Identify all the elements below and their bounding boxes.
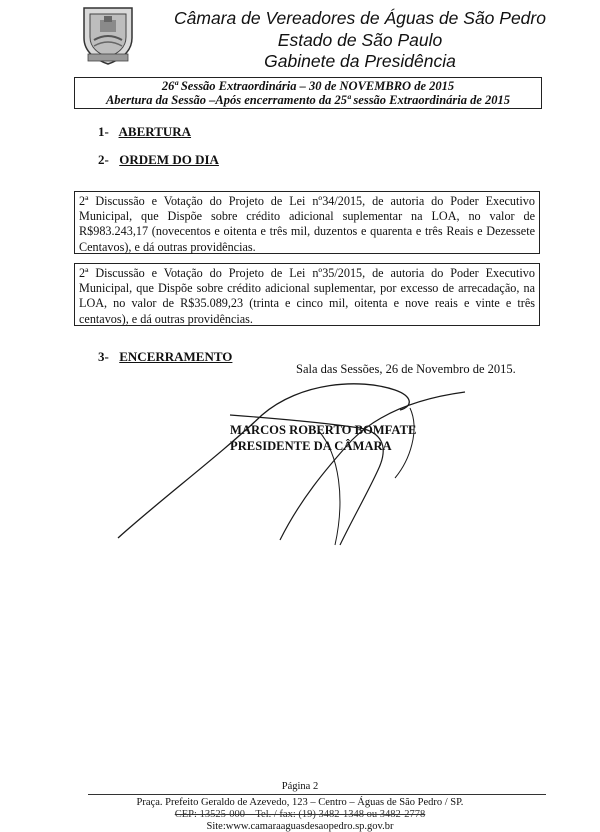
municipal-crest-icon [80,4,136,66]
footer-contact: CEP: 13525-000 – Tel. / fax: (19) 3482-1348 ou 3482-2778 [174,809,426,820]
state-name: Estado de São Paulo [277,30,443,50]
session-box [74,77,542,109]
footer-address: Praça. Prefeito Geraldo de Azevedo, 123 – Centro – Águas de São Pedro / SP. [136,797,464,808]
section-number: 1- [98,124,109,139]
section-number: 3- [98,349,109,364]
signer-name: MARCOS ROBERTO BOMFATE [230,423,417,437]
chamber-name: Câmara de Vereadores de Águas de São Pedro [174,8,546,28]
agenda-item-2: 2ª Discussão e Votação do Projeto de Lei nº35/2015, de autoria do Poder Executivo Municipal, que Dispõe sobre crédito adicional suplementar, por excesso de arrecadação, na LOA, no valor de R$35.089,23 (trinta e cinco mil, oitenta e nove reais e vinte e três centavos), e dá outras providências. [74,263,540,326]
section-encerramento [98,349,232,365]
agenda-item-1: 2ª Discussão e Votação do Projeto de Lei nº34/2015, de autoria do Poder Executivo Municipal, que Dispõe sobre crédito adicional suplementar na LOA, no valor de R$983.243,17 (novecentos e oitenta e três mil, duzentos e quarenta e três Reais e Dezessete Centavos), e dá outras providências. [74,191,540,254]
section-label: ENCERRAMENTO [119,349,233,364]
section-abertura [98,124,191,140]
section-number: 2- [98,152,109,167]
section-label: ORDEM DO DIA [119,152,219,167]
section-ordem-do-dia [98,152,219,168]
page-number: Página 2 [281,781,319,792]
session-subtitle: Abertura da Sessão –Após encerramento da 25ª sessão Extraordinária de 2015 [105,93,511,107]
office-name: Gabinete da Presidência [264,51,456,71]
session-title: 26ª Sessão Extraordinária – 30 de NOVEMBRO de 2015 [161,79,455,93]
section-label: ABERTURA [118,124,192,139]
footer-divider [88,794,546,795]
place-date: Sala das Sessões, 26 de Novembro de 2015. [296,362,516,376]
footer-site: Site:www.camaraaguasdesaopedro.sp.gov.br [206,821,394,832]
signer-title: PRESIDENTE DA CÂMARA [230,439,392,453]
